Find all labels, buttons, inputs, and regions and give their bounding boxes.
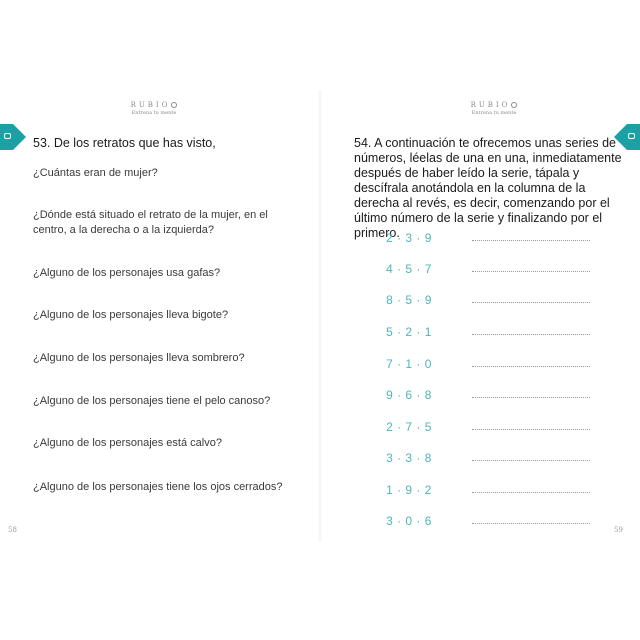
series-row bbox=[354, 513, 634, 529]
answer-line[interactable] bbox=[472, 271, 590, 272]
brand-header bbox=[454, 102, 534, 116]
question-item: ¿Dónde está situado el retrato de la mujer, en el centro, a la derecha o a la izquierda? bbox=[33, 209, 268, 236]
exercise-heading: 53. De los retratos que has visto, bbox=[33, 136, 216, 150]
series-row bbox=[354, 230, 634, 246]
question-item: ¿Cuántas eran de mujer? bbox=[33, 167, 158, 179]
answer-line[interactable] bbox=[472, 429, 590, 430]
answer-line[interactable] bbox=[472, 492, 590, 493]
number-series: 1 · 9 · 2 bbox=[386, 483, 432, 497]
brand-logo-icon bbox=[171, 102, 177, 108]
answer-line[interactable] bbox=[472, 240, 590, 241]
series-row bbox=[354, 387, 634, 403]
number-series: 4 · 5 · 7 bbox=[386, 262, 432, 276]
question-item: ¿Alguno de los personajes usa gafas? bbox=[33, 267, 221, 279]
series-row bbox=[354, 450, 634, 466]
series-row bbox=[354, 261, 634, 277]
answer-line[interactable] bbox=[472, 460, 590, 461]
number-series: 3 · 0 · 6 bbox=[386, 514, 432, 528]
question-item: ¿Alguno de los personajes lleva bigote? bbox=[33, 309, 229, 321]
page-number: 59 bbox=[614, 526, 623, 534]
series-row bbox=[354, 324, 634, 340]
page-fold bbox=[318, 90, 322, 542]
brand-tagline: Entrena tu mente bbox=[131, 110, 177, 116]
number-series: 8 · 5 · 9 bbox=[386, 293, 432, 307]
answer-line[interactable] bbox=[472, 366, 590, 367]
brand-logo-icon bbox=[511, 102, 517, 108]
series-row bbox=[354, 419, 634, 435]
number-series: 2 · 3 · 9 bbox=[386, 231, 432, 245]
answer-line[interactable] bbox=[472, 334, 590, 335]
number-series: 2 · 7 · 5 bbox=[386, 420, 432, 434]
answer-line[interactable] bbox=[472, 523, 590, 524]
right-page bbox=[334, 90, 640, 542]
question-item: ¿Alguno de los personajes tiene el pelo canoso? bbox=[33, 395, 271, 407]
number-series: 7 · 1 · 0 bbox=[386, 357, 432, 371]
question-item: ¿Alguno de los personajes está calvo? bbox=[33, 437, 222, 449]
exercise-heading: 54. A continuación te ofrecemos unas series de números, léelas de una en una, inmediatamente después de haber leído la serie, tápala y descífrala anotándola en la columna de la derecha al revés, es decir, comenzando por el último número de la serie y finalizando por el primero. bbox=[354, 136, 622, 240]
brand-name: RUBIO bbox=[130, 101, 171, 109]
number-series: 3 · 3 · 8 bbox=[386, 451, 432, 465]
answer-line[interactable] bbox=[472, 397, 590, 398]
brand-header bbox=[114, 102, 194, 116]
series-row bbox=[354, 292, 634, 308]
left-page bbox=[0, 90, 306, 542]
brand-name: RUBIO bbox=[470, 101, 511, 109]
number-series: 5 · 2 · 1 bbox=[386, 325, 432, 339]
answer-line[interactable] bbox=[472, 302, 590, 303]
page-number: 58 bbox=[8, 526, 17, 534]
series-row bbox=[354, 356, 634, 372]
brand-tagline: Entrena tu mente bbox=[471, 110, 517, 116]
question-item: ¿Alguno de los personajes lleva sombrero? bbox=[33, 352, 245, 364]
series-row bbox=[354, 482, 634, 498]
number-series: 9 · 6 · 8 bbox=[386, 388, 432, 402]
question-item: ¿Alguno de los personajes tiene los ojos cerrados? bbox=[33, 481, 283, 493]
